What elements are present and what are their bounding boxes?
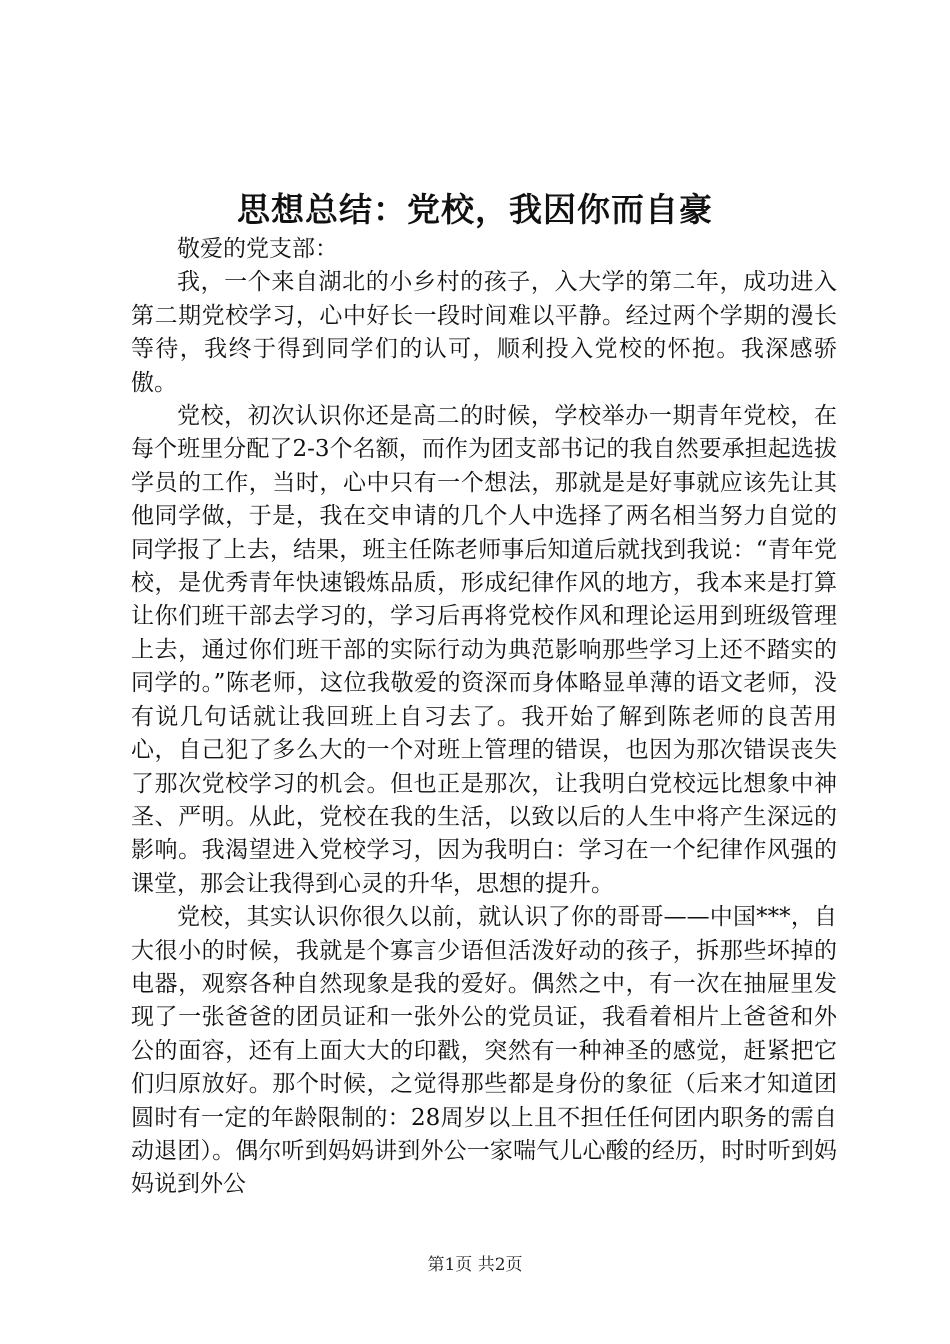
- greeting: 敬爱的党支部：: [177, 236, 338, 262]
- page-number: 第1页 共2页: [427, 1255, 523, 1275]
- document-title: 思想总结：党校，我因你而自豪: [237, 190, 713, 229]
- paragraph: 我，一个来自湖北的小乡村的孩子，入大学的第二年，成功进入第二期党校学习，心中好长一段时间难以平静。经过两个学期的漫长等待，我终于得到同学们的认可，顺利投入党校的怀抱。我深感骄傲。: [131, 269, 837, 396]
- paragraph: 党校，初次认识你还是高二的时候，学校举办一期青年党校，在每个班里分配了2-3个名额，而作为团支部书记的我自然要承担起选拔学员的工作，当时，心中只有一个想法，那就是是好事就应该先让其他同学做，于是，我在交申请的几个人中选择了两名相当努力自觉的同学报了上去，结果，班主任陈老师事后知道后就找到我说：“青年党校，是优秀青年快速锻炼品质，形成纪律作风的地方，我本来是打算让你们班干部去学习的，学习后再将党校作风和理论运用到班级管理上去，通过你们班干部的实际行动为典范影响那些学习上还不踏实的同学的。”陈老师，这位我敬爱的资深而身体略显单薄的语文老师，没有说几句话就让我回班上自习去了。我开始了解到陈老师的良苦用心，自己犯了多么大的一个对班上管理的错误，也因为那次错误丧失了那次党校学习的机会。但也正是那次，让我明白党校远比想象中神圣、严明。从此，党校在我的生活，以致以后的人生中将产生深远的影响。我渴望进入党校学习，因为我明白：学习在一个纪律作风强的课堂，那会让我得到心灵的升华，思想的提升。: [131, 403, 837, 897]
- paragraph: 党校，其实认识你很久以前，就认识了你的哥哥——中国***，自大很小的时候，我就是个寡言少语但活泼好动的孩子，拆那些坏掉的电器，观察各种自然现象是我的爱好。偶然之中，有一次在抽屉里发现了一张爸爸的团员证和一张外公的党员证，我看着相片上爸爸和外公的面容，还有上面大大的印戳，突然有一种神圣的感觉，赶紧把它们归原放好。那个时候，之觉得那些都是身份的象征（后来才知道团圆时有一定的年龄限制的：28周岁以上且不担任任何团内职务的需自动退团）。偶尔听到妈妈讲到外公一家喘气儿心酸的经历，时时听到妈妈说到外公: [131, 904, 837, 1198]
- document-body: [131, 233, 837, 1202]
